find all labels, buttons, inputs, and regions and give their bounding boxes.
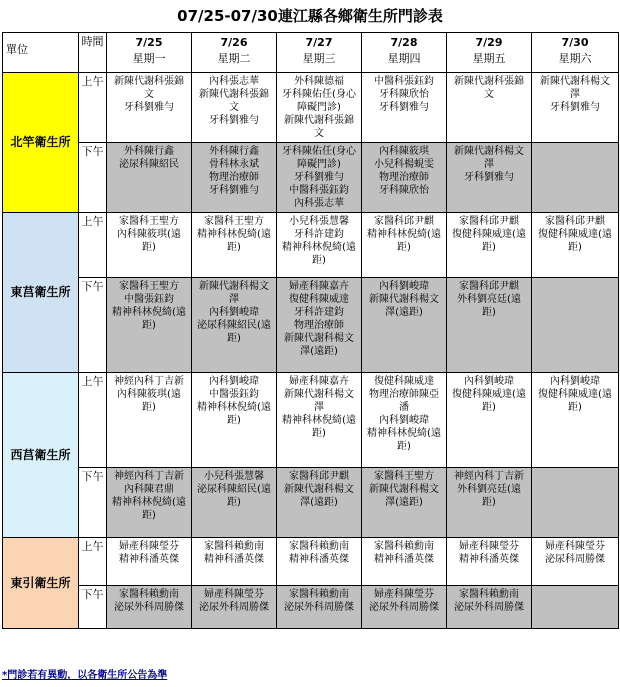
doctor-entry: 婦產科陳瑩芬 bbox=[374, 589, 434, 600]
day-weekday: 星期一 bbox=[132, 52, 166, 65]
day-date: 7/30 bbox=[561, 36, 589, 49]
period-label: 上午 bbox=[79, 213, 107, 278]
doctor-entry: 距) bbox=[312, 255, 326, 266]
doctor-entry: 家醫科賴勳南 bbox=[204, 541, 264, 552]
doctor-entry: 距) bbox=[142, 510, 156, 521]
doctor-entry: 內科劉峻瑋 bbox=[464, 376, 514, 387]
schedule-cell bbox=[362, 213, 447, 278]
doctor-entry: 澤 bbox=[314, 402, 324, 413]
schedule-cell bbox=[532, 143, 619, 213]
doctor-entry: 牙科許建鈞 bbox=[294, 229, 344, 240]
doctor-entry: 外科劉亮廷(遠 bbox=[457, 294, 521, 305]
doctor-entry: 距) bbox=[397, 441, 411, 452]
doctor-entry: 神經內科丁吉新 bbox=[114, 471, 184, 482]
period-label: 下午 bbox=[79, 143, 107, 213]
doctor-entry: 內科劉峻瑋 bbox=[209, 307, 259, 318]
doctor-entry: 澤(遠距) bbox=[385, 307, 423, 318]
day-header bbox=[532, 33, 619, 73]
doctor-entry: 文 bbox=[144, 89, 154, 100]
day-weekday: 星期五 bbox=[472, 52, 506, 65]
doctor-entry: 家醫科賴勳南 bbox=[119, 589, 179, 600]
doctor-entry: 復健科陳威達(遠 bbox=[538, 389, 612, 400]
doctor-entry: 精神科林倪綺(遠 bbox=[367, 428, 441, 439]
doctor-entry: 泌尿外科周勝傑 bbox=[284, 602, 354, 613]
doctor-entry: 新陳代謝科張錦 bbox=[199, 89, 269, 100]
doctor-entry: 家醫科邱尹麒 bbox=[545, 216, 605, 227]
schedule-cell bbox=[532, 73, 619, 143]
station-name: 西莒衛生所 bbox=[3, 373, 79, 538]
doctor-entry: 家醫科王聖方 bbox=[204, 216, 264, 227]
schedule-cell bbox=[107, 143, 192, 213]
station-name: 東莒衛生所 bbox=[3, 213, 79, 373]
doctor-entry: 精神科林倪綺(遠 bbox=[112, 307, 186, 318]
schedule-cell bbox=[192, 586, 277, 629]
doctor-entry: 澤 bbox=[229, 294, 239, 305]
doctor-entry: 小兒科楊蜆雯 bbox=[374, 159, 434, 170]
footnote: *門診若有異動，以各衛生所公告為準 bbox=[2, 670, 168, 681]
doctor-entry: 家醫科賴勳南 bbox=[374, 541, 434, 552]
schedule-row bbox=[3, 143, 619, 213]
schedule-row bbox=[3, 538, 619, 586]
doctor-entry: 新陳代謝科張錦 bbox=[114, 76, 184, 87]
page-title: 07/25-07/30連江縣各鄉衛生所門診表 bbox=[177, 7, 443, 25]
doctor-entry: 內科陳筱琪 bbox=[379, 146, 429, 157]
doctor-entry: 牙科陳佑任(身心 bbox=[282, 89, 356, 100]
schedule-cell bbox=[192, 143, 277, 213]
schedule-cell bbox=[107, 373, 192, 468]
schedule-cell bbox=[532, 213, 619, 278]
schedule-cell bbox=[447, 213, 532, 278]
doctor-entry: 精神科林倪綺(遠 bbox=[282, 415, 356, 426]
doctor-entry: 物理治療師陳亞 bbox=[369, 389, 439, 400]
day-header bbox=[107, 33, 192, 73]
doctor-entry: 距) bbox=[482, 307, 496, 318]
doctor-entry: 距) bbox=[482, 242, 496, 253]
time-header-text: 時間 bbox=[81, 35, 104, 48]
schedule-cell bbox=[362, 73, 447, 143]
doctor-entry: 牙科劉雅勻 bbox=[379, 102, 429, 113]
doctor-entry: 精神科潘英傑 bbox=[459, 554, 519, 565]
doctor-entry: 物理治療師 bbox=[379, 172, 429, 183]
doctor-entry: 新陳代謝科楊文 bbox=[369, 294, 439, 305]
doctor-entry: 新陳代謝科楊文 bbox=[454, 146, 524, 157]
doctor-entry: 距) bbox=[312, 428, 326, 439]
schedule-cell bbox=[447, 468, 532, 538]
doctor-entry: 中醫張鈺鈞 bbox=[124, 294, 174, 305]
doctor-entry: 距) bbox=[397, 242, 411, 253]
doctor-entry: 牙科劉雅勻 bbox=[550, 102, 600, 113]
doctor-entry: 家醫科邱尹麒 bbox=[459, 281, 519, 292]
doctor-entry: 障礙門診) bbox=[297, 159, 341, 170]
period-label: 下午 bbox=[79, 586, 107, 629]
doctor-entry: 內科劉峻瑋 bbox=[379, 281, 429, 292]
schedule-cell bbox=[107, 213, 192, 278]
doctor-entry: 距) bbox=[142, 320, 156, 331]
doctor-entry: 復健科陳威達(遠 bbox=[452, 389, 526, 400]
schedule-row bbox=[3, 373, 619, 468]
schedule-row bbox=[3, 468, 619, 538]
doctor-entry: 泌尿外科周勝傑 bbox=[369, 602, 439, 613]
schedule-cell bbox=[107, 538, 192, 586]
doctor-entry: 精神科林倪綺(遠 bbox=[197, 229, 271, 240]
doctor-entry: 精神科潘英傑 bbox=[204, 554, 264, 565]
doctor-entry: 婦產科陳嘉卉 bbox=[289, 376, 349, 387]
doctor-entry: 骨科林永斌 bbox=[209, 159, 259, 170]
doctor-entry: 內科陳筱琪(遠 bbox=[117, 389, 181, 400]
period-label: 下午 bbox=[79, 278, 107, 373]
schedule-cell bbox=[192, 278, 277, 373]
doctor-entry: 牙科陳欣怡 bbox=[379, 89, 429, 100]
day-date: 7/27 bbox=[305, 36, 333, 49]
doctor-entry: 距) bbox=[227, 242, 241, 253]
schedule-cell bbox=[447, 373, 532, 468]
doctor-entry: 物理治療師 bbox=[294, 320, 344, 331]
doctor-entry: 復健科陳威達(遠 bbox=[538, 229, 612, 240]
doctor-entry: 牙科劉雅勻 bbox=[209, 185, 259, 196]
doctor-entry: 牙科劉雅勻 bbox=[464, 172, 514, 183]
doctor-entry: 距) bbox=[142, 402, 156, 413]
schedule-row bbox=[3, 278, 619, 373]
doctor-entry: 家醫科邱尹麒 bbox=[459, 216, 519, 227]
doctor-entry: 距) bbox=[227, 333, 241, 344]
doctor-entry: 澤(遠距) bbox=[385, 497, 423, 508]
doctor-entry: 牙科許建鈞 bbox=[294, 307, 344, 318]
schedule-cell bbox=[532, 468, 619, 538]
doctor-entry: 內科張志華 bbox=[209, 76, 259, 87]
schedule-cell bbox=[447, 73, 532, 143]
doctor-entry: 婦產科陳瑩芬 bbox=[204, 589, 264, 600]
schedule-cell bbox=[362, 468, 447, 538]
schedule-cell bbox=[362, 538, 447, 586]
doctor-entry: 復健科陳威達 bbox=[374, 376, 434, 387]
doctor-entry: 新陳代謝科楊文 bbox=[284, 484, 354, 495]
doctor-entry: 文 bbox=[484, 89, 494, 100]
doctor-entry: 澤(遠距) bbox=[300, 497, 338, 508]
doctor-entry: 牙科陳佑任(身心 bbox=[282, 146, 356, 157]
schedule-cell bbox=[532, 278, 619, 373]
doctor-entry: 泌尿科陳紹民(遠 bbox=[197, 320, 271, 331]
unit-header: 單位 bbox=[3, 33, 79, 73]
schedule-row bbox=[3, 213, 619, 278]
schedule-table bbox=[2, 32, 619, 629]
schedule-cell bbox=[447, 278, 532, 373]
doctor-entry: 小兒科張慧馨 bbox=[204, 471, 264, 482]
schedule-cell bbox=[532, 586, 619, 629]
time-header bbox=[79, 33, 107, 73]
day-header bbox=[277, 33, 362, 73]
schedule-cell bbox=[447, 143, 532, 213]
schedule-cell bbox=[362, 373, 447, 468]
doctor-entry: 家醫科邱尹麒 bbox=[289, 471, 349, 482]
doctor-entry: 內科劉峻瑋 bbox=[550, 376, 600, 387]
doctor-entry: 家醫科王聖方 bbox=[119, 281, 179, 292]
doctor-entry: 中醫科張鈺鈞 bbox=[374, 76, 434, 87]
header-row bbox=[3, 33, 619, 73]
doctor-entry: 新陳代謝科楊文 bbox=[284, 389, 354, 400]
doctor-entry: 牙科劉雅勻 bbox=[209, 115, 259, 126]
doctor-entry: 家醫科賴勳南 bbox=[289, 589, 349, 600]
doctor-entry: 小兒科張慧馨 bbox=[289, 216, 349, 227]
doctor-entry: 神經內科丁吉新 bbox=[454, 471, 524, 482]
doctor-entry: 內科張志華 bbox=[294, 198, 344, 209]
doctor-entry: 內科劉峻瑋 bbox=[379, 415, 429, 426]
doctor-entry: 距) bbox=[227, 497, 241, 508]
doctor-entry: 精神科潘英傑 bbox=[289, 554, 349, 565]
schedule-row bbox=[3, 586, 619, 629]
doctor-entry: 精神科潘英傑 bbox=[119, 554, 179, 565]
period-label: 上午 bbox=[79, 373, 107, 468]
doctor-entry: 家醫科賴勳南 bbox=[459, 589, 519, 600]
doctor-entry: 外科陳行鑫 bbox=[209, 146, 259, 157]
schedule-cell bbox=[277, 468, 362, 538]
day-weekday: 星期二 bbox=[217, 52, 251, 65]
doctor-entry: 文 bbox=[314, 128, 324, 139]
day-weekday: 星期六 bbox=[558, 52, 592, 65]
doctor-entry: 新陳代謝科楊文 bbox=[540, 76, 610, 87]
schedule-cell bbox=[362, 278, 447, 373]
doctor-entry: 家醫科賴勳南 bbox=[289, 541, 349, 552]
schedule-cell bbox=[277, 538, 362, 586]
doctor-entry: 精神科林倪綺(遠 bbox=[112, 497, 186, 508]
day-date: 7/25 bbox=[135, 36, 163, 49]
period-label: 上午 bbox=[79, 538, 107, 586]
doctor-entry: 澤 bbox=[484, 159, 494, 170]
doctor-entry: 潘 bbox=[399, 402, 409, 413]
doctor-entry: 婦產科陳嘉卉 bbox=[289, 281, 349, 292]
day-date: 7/29 bbox=[475, 36, 503, 49]
schedule-cell bbox=[107, 586, 192, 629]
doctor-entry: 泌尿外科周勝傑 bbox=[199, 602, 269, 613]
doctor-entry: 婦產科陳瑩芬 bbox=[459, 541, 519, 552]
schedule-cell bbox=[447, 586, 532, 629]
schedule-cell bbox=[192, 373, 277, 468]
doctor-entry: 婦產科陳瑩芬 bbox=[545, 541, 605, 552]
station-name: 東引衛生所 bbox=[3, 538, 79, 629]
doctor-entry: 新陳代謝科楊文 bbox=[199, 281, 269, 292]
doctor-entry: 距) bbox=[142, 242, 156, 253]
doctor-entry: 澤 bbox=[570, 89, 580, 100]
doctor-entry: 中醫張鈺鈞 bbox=[209, 389, 259, 400]
doctor-entry: 泌尿科陳紹民 bbox=[119, 159, 179, 170]
doctor-entry: 復健科陳威達(遠 bbox=[452, 229, 526, 240]
station-name: 北竿衛生所 bbox=[3, 73, 79, 213]
doctor-entry: 泌尿科陳紹民(遠 bbox=[197, 484, 271, 495]
doctor-entry: 牙科劉雅勻 bbox=[124, 102, 174, 113]
period-label: 下午 bbox=[79, 468, 107, 538]
schedule-cell bbox=[107, 278, 192, 373]
period-label: 上午 bbox=[79, 73, 107, 143]
schedule-cell bbox=[277, 143, 362, 213]
doctor-entry: 外科陳行鑫 bbox=[124, 146, 174, 157]
day-date: 7/26 bbox=[220, 36, 248, 49]
doctor-entry: 精神科林倪綺(遠 bbox=[197, 402, 271, 413]
schedule-cell bbox=[277, 586, 362, 629]
day-date: 7/28 bbox=[390, 36, 418, 49]
day-header bbox=[362, 33, 447, 73]
schedule-cell bbox=[107, 73, 192, 143]
schedule-cell bbox=[362, 143, 447, 213]
schedule-cell bbox=[192, 538, 277, 586]
schedule-cell bbox=[192, 468, 277, 538]
doctor-entry: 距) bbox=[568, 402, 582, 413]
doctor-entry: 精神科林倪綺(遠 bbox=[367, 229, 441, 240]
schedule-cell bbox=[362, 586, 447, 629]
doctor-entry: 泌尿外科周勝傑 bbox=[454, 602, 524, 613]
doctor-entry: 泌尿科周勝傑 bbox=[545, 554, 605, 565]
doctor-entry: 內科陳君鼎 bbox=[124, 484, 174, 495]
doctor-entry: 距) bbox=[568, 242, 582, 253]
day-weekday: 星期三 bbox=[302, 52, 336, 65]
doctor-entry: 新陳代謝科楊文 bbox=[284, 333, 354, 344]
doctor-entry: 牙科陳欣怡 bbox=[379, 185, 429, 196]
doctor-entry: 澤(遠距) bbox=[300, 346, 338, 357]
doctor-entry: 神經內科丁吉新 bbox=[114, 376, 184, 387]
doctor-entry: 家醫科邱尹麒 bbox=[374, 216, 434, 227]
doctor-entry: 內科陳筱琪(遠 bbox=[117, 229, 181, 240]
day-header bbox=[447, 33, 532, 73]
doctor-entry: 精神科林倪綺(遠 bbox=[282, 242, 356, 253]
doctor-entry: 復健科陳威達 bbox=[289, 294, 349, 305]
doctor-entry: 距) bbox=[482, 497, 496, 508]
doctor-entry: 精神科潘英傑 bbox=[374, 554, 434, 565]
schedule-cell bbox=[107, 468, 192, 538]
doctor-entry: 新陳代謝科張錦 bbox=[454, 76, 524, 87]
doctor-entry: 外科陳德福 bbox=[294, 76, 344, 87]
schedule-cell bbox=[447, 538, 532, 586]
schedule-cell bbox=[192, 213, 277, 278]
doctor-entry: 家醫科王聖方 bbox=[119, 216, 179, 227]
day-weekday: 星期四 bbox=[387, 52, 421, 65]
doctor-entry: 新陳代謝科張錦 bbox=[284, 115, 354, 126]
doctor-entry: 距) bbox=[482, 402, 496, 413]
doctor-entry: 婦產科陳瑩芬 bbox=[119, 541, 179, 552]
doctor-entry: 家醫科王聖方 bbox=[374, 471, 434, 482]
schedule-row bbox=[3, 73, 619, 143]
schedule-cell bbox=[277, 73, 362, 143]
doctor-entry: 物理治療師 bbox=[209, 172, 259, 183]
schedule-cell bbox=[532, 373, 619, 468]
doctor-entry: 障礙門診) bbox=[297, 102, 341, 113]
schedule-cell bbox=[532, 538, 619, 586]
doctor-entry: 外科劉亮廷(遠 bbox=[457, 484, 521, 495]
doctor-entry: 新陳代謝科楊文 bbox=[369, 484, 439, 495]
schedule-cell bbox=[277, 373, 362, 468]
schedule-cell bbox=[277, 213, 362, 278]
doctor-entry: 泌尿外科周勝傑 bbox=[114, 602, 184, 613]
schedule-cell bbox=[192, 73, 277, 143]
doctor-entry: 文 bbox=[229, 102, 239, 113]
day-header bbox=[192, 33, 277, 73]
doctor-entry: 內科劉峻瑋 bbox=[209, 376, 259, 387]
doctor-entry: 牙科劉雅勻 bbox=[294, 172, 344, 183]
doctor-entry: 中醫科張鈺鈞 bbox=[289, 185, 349, 196]
schedule-cell bbox=[277, 278, 362, 373]
doctor-entry: 距) bbox=[227, 415, 241, 426]
